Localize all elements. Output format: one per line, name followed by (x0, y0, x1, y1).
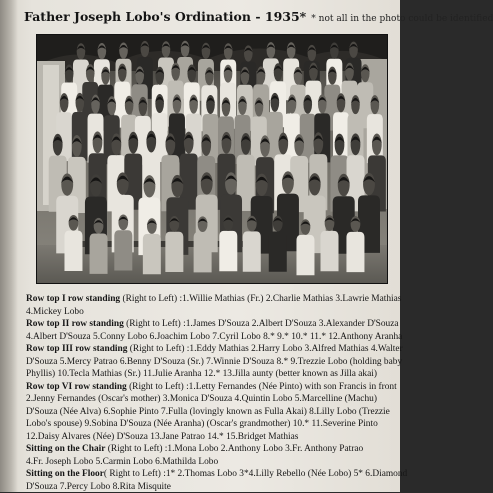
caption-line (26, 306, 392, 319)
caption-row-text: 4.Albert D'Souza 5.Conny Lobo 6.Joachim Lobo 7.Cyril Lobo 8.* 9.* 10.* 11.* 12.Anthony Aranha (26, 332, 402, 342)
caption-row-label: Row top VI row standing (26, 382, 127, 392)
caption-row-text: 2.Jenny Fernandes (Oscar's mother) 3.Monica D'Souza 4.Quintin Lobo 5.Marcelline (Machu) (26, 394, 377, 404)
group-photo (36, 34, 388, 284)
caption-row-text: (Right to Left) :1.James D'Souza 2.Albert D'Souza 3.Alexander D'Souza (124, 319, 399, 329)
caption-row-text: (Right to Left) :1.Eddy Mathias 2.Harry Lobo 3.Alfred Mathias 4.Walter (127, 344, 402, 354)
caption-row-label: Row top III row standing (26, 344, 127, 354)
caption-line (26, 431, 392, 444)
caption-line (26, 381, 392, 394)
caption-line (26, 356, 392, 369)
page-title: Father Joseph Lobo's Ordination - 1935* (24, 9, 306, 24)
caption-line (26, 368, 392, 381)
group-photo-illustration (37, 35, 387, 283)
caption-row-text: D'Souza 5.Mercy Patrao 6.Benny D'Souza (Sr.) 7.Winnie D'Souza 8.* 9.Trezzie Lobo (holding baby (26, 357, 402, 367)
caption-line (26, 343, 392, 356)
photo-caption (26, 293, 392, 493)
caption-line (26, 481, 392, 493)
caption-row-text: 4.Fr. Joseph Lobo 5.Carmin Lobo 6.Mathilda Lobo (26, 457, 218, 467)
caption-line (26, 406, 392, 419)
caption-row-text: (Right to Left) :1.Mona Lobo 2.Anthony Lobo 3.Fr. Anthony Patrao (105, 444, 363, 454)
caption-line (26, 468, 392, 481)
caption-line (26, 293, 392, 306)
page-title-note: * not all in the photo could be identified (311, 14, 493, 24)
caption-row-text: (Right to Left) :1.Letty Fernandes (Née Pinto) with son Francis in front (127, 382, 397, 392)
caption-row-label: Row top I row standing (26, 294, 120, 304)
caption-line (26, 331, 392, 344)
caption-row-text: 12.Daisy Alvares (Née) D'Souza 13.Jane Patrao 14.* 15.Bridget Mathias (26, 432, 298, 442)
caption-row-label: Row top II row standing (26, 319, 124, 329)
caption-row-text: D'Souza (Née Alva) 6.Sophie Pinto 7.Fulla (lovingly known as Fulla Akai) 8.Lilly Lobo (Trezzie (26, 407, 390, 417)
caption-line (26, 418, 392, 431)
caption-row-text: ( Right to Left) :1* 2.Thomas Lobo 3*4.Lilly Rebello (Née Lobo) 5* 6.Diamond (104, 469, 407, 479)
caption-row-text: Lobo's spouse) 9.Sobina D'Souza (Née Aranha) (Oscar's grandmother) 10.* 11.Severine Pinto (26, 419, 378, 429)
caption-line (26, 456, 392, 469)
caption-row-text: D'Souza 7.Percy Lobo 8.Rita Misquite (26, 482, 171, 492)
caption-row-text: 4.Mickey Lobo (26, 307, 84, 317)
caption-row-text: (Right to Left) :1.Willie Mathias (Fr.) 2.Charlie Mathias 3.Lawrie Mathias (120, 294, 401, 304)
caption-row-label: Sitting on the Chair (26, 444, 105, 454)
book-gutter-shadow (0, 0, 18, 492)
header (24, 6, 396, 26)
caption-row-label: Sitting on the Floor (26, 469, 104, 479)
caption-line (26, 318, 392, 331)
caption-line (26, 443, 392, 456)
caption-row-text: Phyllis) 10.Tecla Mathias (Sr.) 11.Julie Aranha 12.* 13.Jilla aunty (better known as Jilla akai) (26, 369, 377, 379)
caption-line (26, 393, 392, 406)
